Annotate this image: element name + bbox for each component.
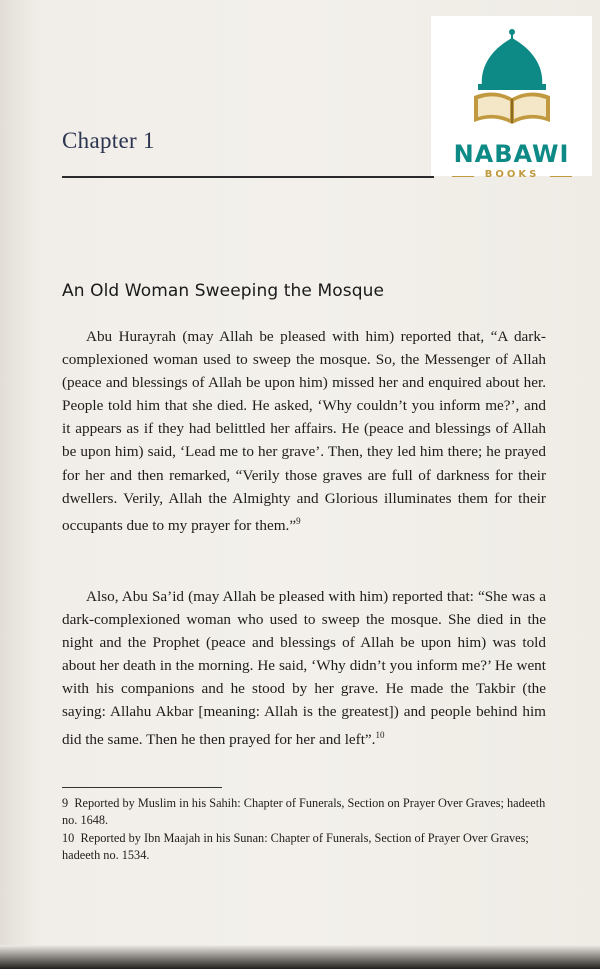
paragraph-2 (62, 585, 546, 751)
paragraph-2-text: Also, Abu Sa’id (may Allah be pleased with him) reported that: “She was a dark-complexioned woman who used to sweep the mosque. She died in the night and the Prophet (peace and blessings of Allah be upon him) was told about her death in the morning. He said, ‘Why didn’t you inform me?’ He went with his companions and he stood by her grave. He made the Takbir (the saying: Allahu Akbar [meaning: Allah is the greatest]) and people behind him did the same. Then he then prayed for her and left”. (62, 588, 546, 748)
chapter-rule (62, 176, 434, 178)
logo-line-right (550, 176, 572, 177)
page-edge-shadow (0, 945, 600, 969)
paragraph-1 (62, 325, 546, 537)
footnote-9 (62, 795, 546, 829)
section-heading: An Old Woman Sweeping the Mosque (62, 281, 385, 301)
chapter-title: Chapter 1 (62, 128, 155, 153)
footnote-ref-10: 10 (375, 729, 385, 740)
publisher-logo (431, 16, 592, 180)
footnote-number: 10 (62, 831, 75, 845)
footnote-ref-9: 9 (296, 515, 301, 526)
footnote-10 (62, 830, 546, 864)
logo-name: NABAWI (453, 140, 570, 168)
logo-sub-wrap (452, 169, 572, 183)
logo-sub: BOOKS (484, 169, 540, 180)
footnote-rule (62, 787, 222, 788)
paragraph-1-text: Abu Hurayrah (may Allah be pleased with him) reported that, “A dark-complexioned woman used to sweep the mosque. So, the Messenger of Allah (peace and blessings of Allah be upon him) missed her and enquired about her. People told him that she died. He asked, ‘Why couldn’t you inform me?’, and it appears as if they had belittled her affairs. He (peace and blessings of Allah be upon him) said, ‘Lead me to her grave’. Then, they led him there; he prayed for her and then remarked, “Verily those graves are full of darkness for their dwellers. Verily, Allah the Almighty and Glorious illuminates them for their occupants due to my prayer for them.” (62, 328, 546, 534)
footnote-number: 9 (62, 796, 69, 810)
dome-book-icon (468, 24, 556, 140)
footnote-text: Reported by Ibn Maajah in his Sunan: Chapter of Funerals, Section of Prayer Over Graves; hadeeth no. 1534. (62, 831, 529, 862)
footnote-text: Reported by Muslim in his Sahih: Chapter of Funerals, Section on Prayer Over Graves; hadeeth no. 1648. (62, 796, 546, 827)
